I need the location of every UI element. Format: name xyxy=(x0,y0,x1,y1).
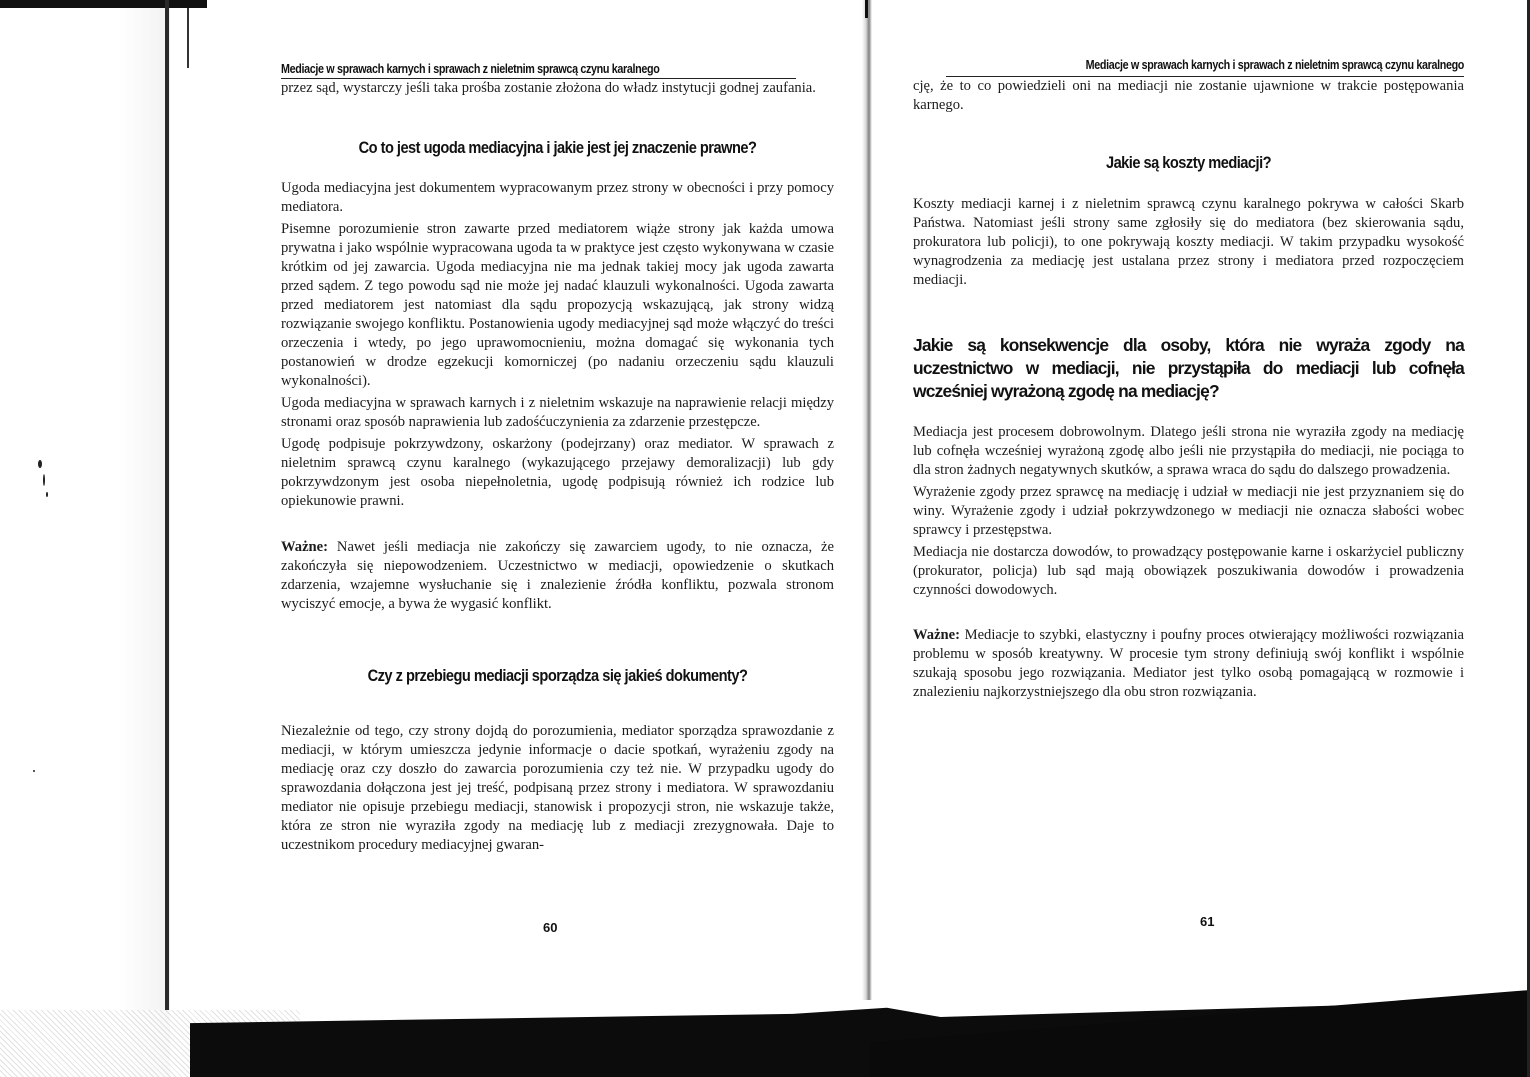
important-text: Mediacje to szybki, elastyczny i poufny proces otwierający możliwości rozwiązania problemu w sposób kreatywny. W procesie tym strony definiują swój konflikt i wspólnie szukają sposobu jego rozwiązania. Mediator jest tylko osobą pomagającą w rozmowie i znalezieniu najkorzystniejszego dla obu stron rozwiązania. xyxy=(913,627,1464,700)
paragraph: Pisemne porozumienie stron zawarte przed mediatorem wiąże strony jak każda umowa prywatna i jako wspólnie wypracowana ugoda ta w praktyce jest często wykonywana w czasie krótkim od jej zawarcia. Ugoda mediacyjna nie ma jednak takiej mocy jak ugoda zawarta przed sądem. Z tego powodu sąd nie może jej nadać klauzuli wykonalności. Ugoda zawarta przed mediatorem jest natomiast dla sądu propozycją wskazującą, jak strony widzą rozwiązanie swojego konfliktu. Postanowienia ugody mediacyjnej sąd może włączyć do treści orzeczenia i wtedy, po jego uprawomocnieniu, można domagać się wykonania tych postanowień w drodze egzekucji komorniczej (po nadaniu orzeczeniu sądu klauzuli wykonalności). xyxy=(281,221,834,389)
scan-speck xyxy=(38,460,42,468)
scan-speck xyxy=(46,492,48,497)
paragraph: Koszty mediacji karnej i z nieletnim sprawcą czynu karalnego pokrywa w całości Skarb Państwa. Natomiast jeśli strony same zgłosiły się do mediatora (bez skierowania sądu, prokuratora lub policji), to one pokrywają koszty mediacji. W takim przypadku wysokość wynagrodzenia za mediację jest ustalana przez strony i mediatora przed rozpoczęciem mediacji. xyxy=(913,196,1464,288)
scan-page-edge-thin xyxy=(187,8,189,68)
page-number: 61 xyxy=(1200,914,1215,929)
important-text: Nawet jeśli mediacja nie zakończy się zawarciem ugody, to nie oznacza, że zakończyła się niepowodzeniem. Uczestnictwo w mediacji, opowiedzenie o skutkach zdarzenia, wzajemne wysłuchanie się i znalezienie źródła konfliktu, pozwala stronom wyciszyć emocje, a bywa że wygasić konflikt. xyxy=(281,539,834,612)
section-heading: Jakie są konsekwencje dla osoby, która nie wyraża zgody na uczestnictwo w mediacji, nie przystąpiła do mediacji lub cofnęła wcześniej wyrażoną zgodę na mediację? xyxy=(913,335,1464,401)
important-label: Ważne: xyxy=(913,627,961,643)
paragraph: Ugoda mediacyjna w sprawach karnych i z nieletnim wskazuje na naprawienie relacji między stronami oraz sposób naprawienia lub zadośćuczynienia za zdarzenie przestępcze. xyxy=(281,395,834,430)
section-heading: Jakie są koszty mediacji? xyxy=(1105,153,1272,172)
page-number: 60 xyxy=(543,920,558,935)
scan-speck xyxy=(33,770,35,772)
scan-left-margin xyxy=(0,0,170,1077)
paragraph: Ugoda mediacyjna jest dokumentem wypracowanym przez strony w obecności i przy pomocy mediatora. xyxy=(281,180,834,215)
section-heading: Czy z przebiegu mediacji sporządza się jakieś dokumenty? xyxy=(367,666,748,685)
scan-top-edge xyxy=(0,0,207,8)
important-label: Ważne: xyxy=(281,539,329,555)
paragraph: Mediacja nie dostarcza dowodów, to prowadzący postępowanie karne i oskarżyciel publiczny (prokurator, policja) lub sąd mają obowiązek poszukiwania dowodów i prowadzenia czynności dowodowych. xyxy=(913,544,1464,598)
left-page xyxy=(281,62,834,855)
important-note xyxy=(913,626,1464,702)
paragraph: Ugodę podpisuje pokrzywdzony, oskarżony (podejrzany) oraz mediator. W sprawach z nieletnim sprawcą czynu karalnego (wykazującego przejawy demoralizacji) lub gdy pokrzywdzonym jest osoba niepełnoletnia, ugodę podpisują również ich rodzice lub opiekunowie prawni. xyxy=(281,436,834,509)
section-heading: Co to jest ugoda mediacyjna i jakie jest jej znaczenie prawne? xyxy=(358,138,757,157)
important-note xyxy=(281,538,834,614)
scan-page-edge xyxy=(165,0,169,1010)
paragraph: Mediacja jest procesem dobrowolnym. Dlatego jeśli strona nie wyraziła zgody na mediację lub cofnęła wcześniej wyrażoną zgodę albo jeśli nie przystąpiła do mediacji, nie pociąga to dla stron żadnych negatywnych skutków, a sprawa wraca do sądu do dalszego prowadzenia. xyxy=(913,424,1464,478)
scan-speck xyxy=(43,474,45,486)
running-head: Mediacje w sprawach karnych i sprawach z nieletnim sprawcą czynu karalnego xyxy=(1085,58,1464,72)
paragraph: przez sąd, wystarczy jeśli taka prośba zostanie złożona do władz instytucji godnej zaufania. xyxy=(281,80,816,96)
book-gutter xyxy=(862,0,872,1000)
paragraph: Wyrażenie zgody przez sprawcę na mediację i udział w mediacji nie jest przyznaniem się do winy. Wyrażenie zgody i udział pokrzywdzonego w mediacji nie oznacza słabości wobec sprawcy i przestępstwa. xyxy=(913,484,1464,538)
paragraph: Niezależnie od tego, czy strony dojdą do porozumienia, mediator sporządza sprawozdanie z mediacji, w którym umieszcza jedynie informacje o dacie spotkań, wyrażeniu zgody na mediację oraz czy doszło do zawarcia porozumienia czy też nie. W przypadku ugody do sprawozdania dołączona jest jej treść, podpisaną przez strony i mediatora. W sprawozdaniu mediator nie opisuje przebiegu mediacji, stanowisk i propozycji stron, nie wskazuje także, która ze stron nie wyraziła zgody na mediację lub z mediacji zrezygnowała. Daje to uczestnikom procedury mediacyjnej gwaran- xyxy=(281,723,834,853)
right-page xyxy=(913,58,1464,702)
running-head: Mediacje w sprawach karnych i sprawach z nieletnim sprawcą czynu karalnego xyxy=(281,62,660,76)
paragraph: cję, że to co powiedzieli oni na mediacji nie zostanie ujawnione w trakcie postępowania karnego. xyxy=(913,78,1464,113)
gutter-top-mark xyxy=(865,0,868,18)
